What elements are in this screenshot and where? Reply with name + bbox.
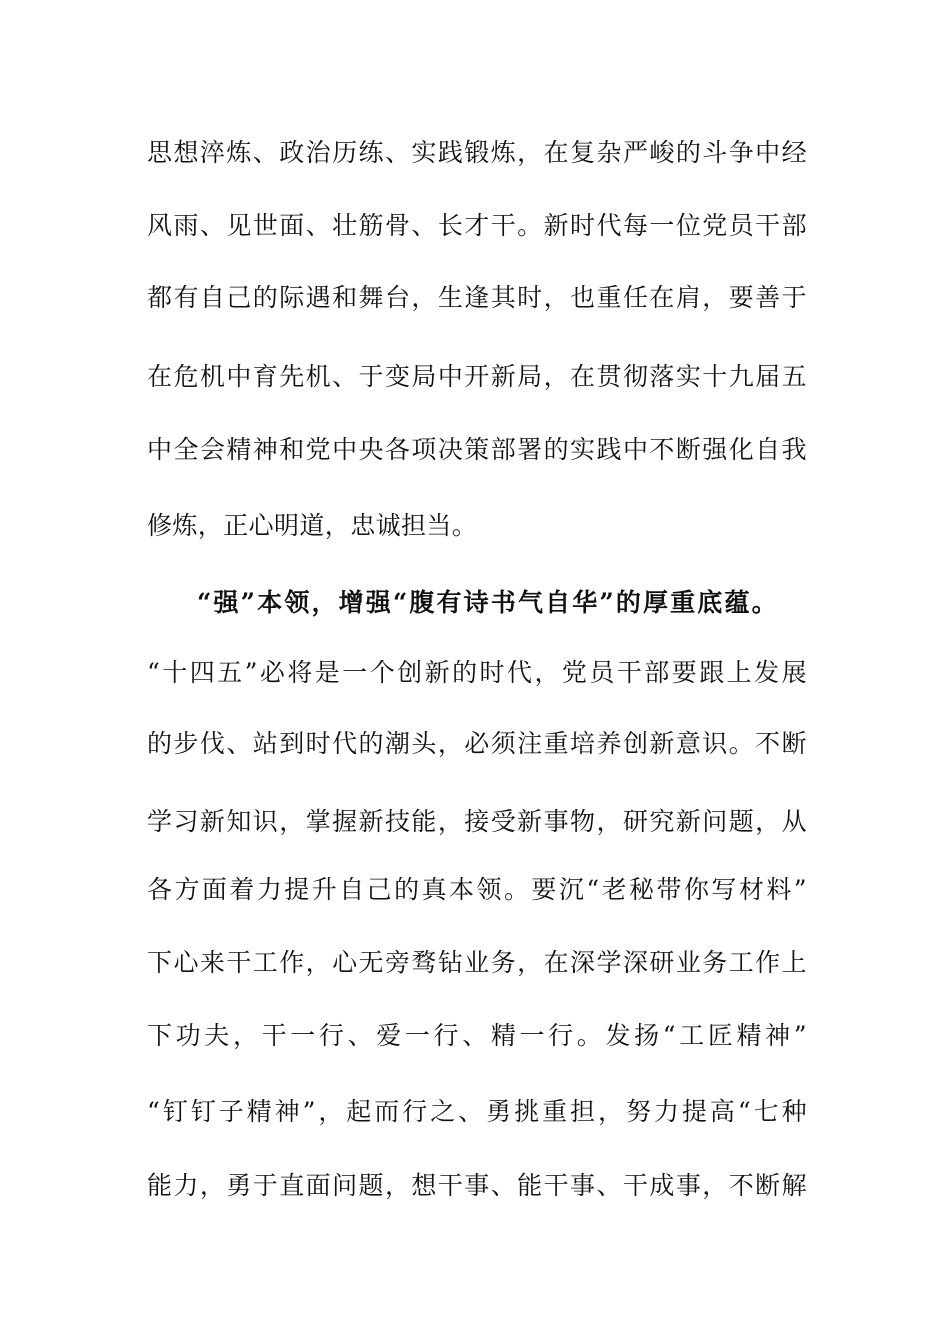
body-text-line: 下功夫，干一行、爱一行、精一行。发扬“工匠精神”	[147, 1021, 807, 1050]
body-text-line: 风雨、见世面、壮筋骨、长才干。新时代每一位党员干部	[147, 211, 807, 240]
body-text-line: 学习新知识，掌握新技能，接受新事物，研究新问题，从	[147, 807, 807, 836]
body-text-line: 思想淬炼、政治历练、实践锻炼，在复杂严峻的斗争中经	[147, 138, 807, 167]
body-text-line: 修炼，正心明道，忠诚担当。	[147, 511, 478, 540]
section-heading: “强”本领，增强“腹有诗书气自华”的厚重底蕴。	[197, 588, 777, 617]
body-text-line: 在危机中育先机、于变局中开新局，在贯彻落实十九届五	[147, 362, 807, 391]
body-text-line: “钉钉子精神”，起而行之、勇挑重担，努力提高“七种	[147, 1097, 807, 1126]
body-text-line: 下心来干工作，心无旁骛钻业务，在深学深研业务工作上	[147, 948, 807, 977]
body-text-line: 中全会精神和党中央各项决策部署的实践中不断强化自我	[147, 435, 807, 464]
body-text-line: 的步伐、站到时代的潮头，必须注重培养创新意识。不断	[147, 729, 807, 758]
body-text-line: 各方面着力提升自己的真本领。要沉“老秘带你写材料”	[147, 875, 807, 904]
body-text-line: “十四五”必将是一个创新的时代，党员干部要跟上发展	[147, 658, 807, 687]
body-text-line: 能力，勇于直面问题，想干事、能干事、干成事，不断解	[147, 1171, 807, 1200]
body-text-line: 都有自己的际遇和舞台，生逢其时，也重任在肩，要善于	[147, 283, 807, 312]
